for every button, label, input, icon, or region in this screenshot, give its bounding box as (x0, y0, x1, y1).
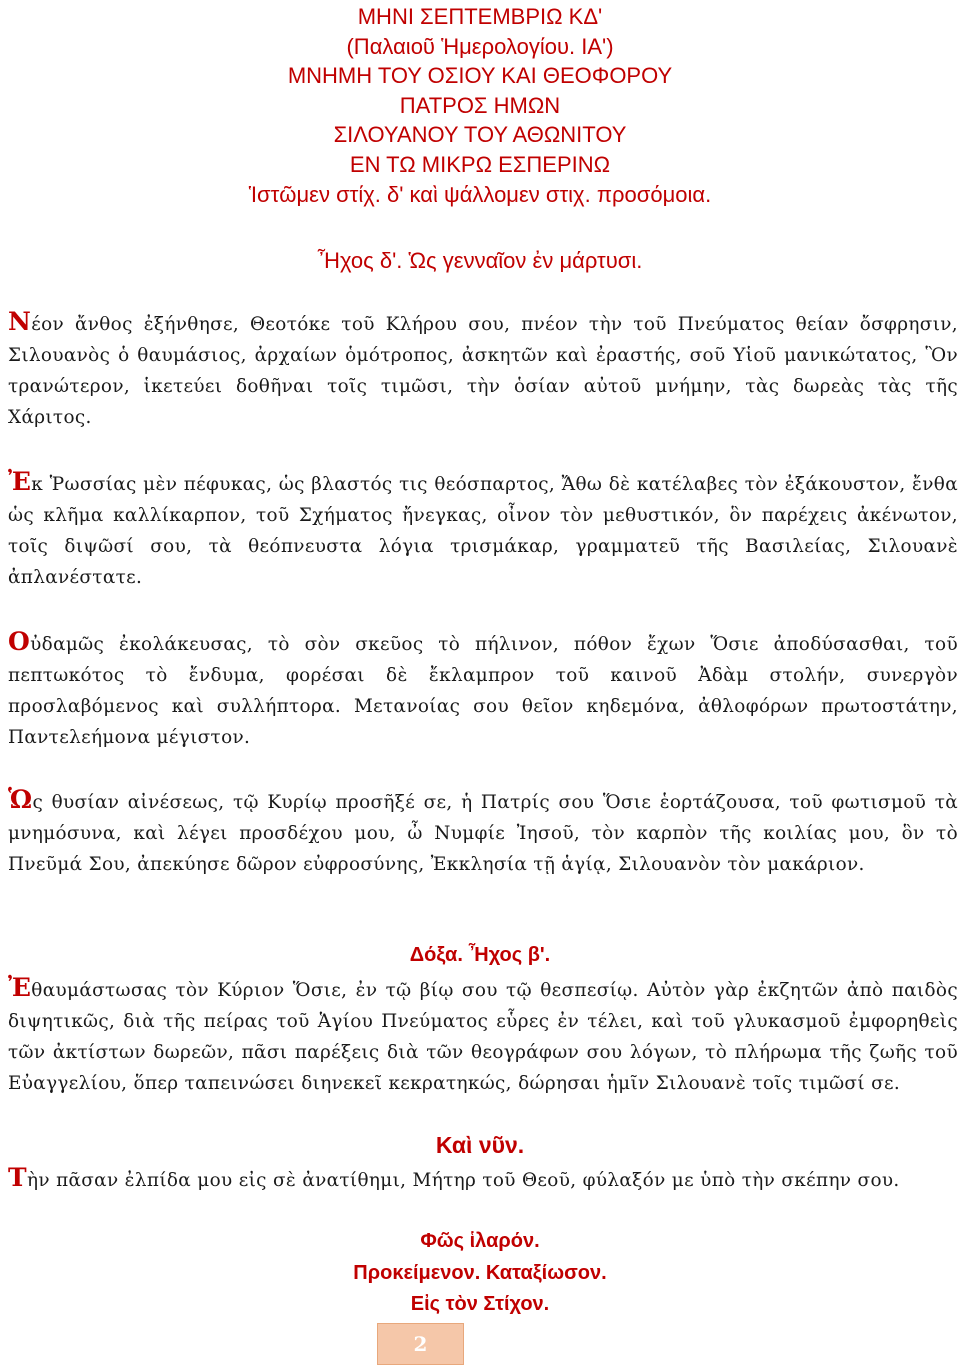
title-line: ΠΑΤΡΟΣ ΗΜΩΝ (399, 92, 561, 118)
doxastikon-text: θαυμάστωσας τὸν Κύριον Ὅσιε, ἐν τῷ βίῳ σου τῷ θεσπεσίῳ. Αὐτὸν γὰρ ἐκζητῶν ἀπὸ παιδὸς διψητικῶς, διὰ τῆς πείρας τοῦ Ἁγίου Πνεύματος εὗρες ἐν τέλει, καὶ τοῦ γλυκασμοῦ ἐμφορηθεὶς τῶν ἀκτίστων δωρεῶν, πᾶσι παρέξεις διὰ τῶν θεογράφων σου λόγων, τὸ πλήρωμα τῆς ζωῆς τοῦ Εὐαγγελίου, ὅπερ ταπεινώσει διηνεκεῖ κεκρατηκώς, δώρησαι ἡμῖν Σιλουανὲ τοῖς τιμῶσί σε. (8, 980, 958, 1094)
drop-initial: Ν (8, 307, 32, 336)
service-title (0, 2, 960, 209)
troparion-3 (8, 626, 958, 753)
troparion-4 (8, 784, 958, 880)
closing-eis-ton-stichon: Εἰς τὸν Στίχον. (410, 1293, 550, 1315)
title-line: ΜΝΗΜΗ ΤΟΥ ΟΣΙΟΥ ΚΑΙ ΘΕΟΦΟΡΟΥ (287, 63, 673, 89)
troparion-2 (8, 466, 958, 593)
theotokion-text: ὴν πᾶσαν ἐλπίδα μου εἰς σὲ ἀνατίθημι, Μήτηρ τοῦ Θεοῦ, φύλαξόν με ὑπὸ τὴν σκέπην σου. (26, 1170, 900, 1191)
doxa-heading: Δόξα. Ἦχος β'. (409, 944, 551, 966)
troparion-text: έον ἄνθος ἐξήνθησε, Θεοτόκε τοῦ Κλήρου σου, πνέον τὴν τοῦ Πνεύματος θείαν ὄσφρησιν, Σιλουανὸς ὁ θαυμάσιος, ἀρχαίων ὁμότροπος, ἀσκητῶν καὶ ἐραστής, σοῦ Υἱοῦ μανικώτατος, Ὃν τρανώτερον, ἱκετεύει δοθῆναι τοῖς τιμῶσι, τὴν ὁσίαν αὐτοῦ μνήμην, τὰς δωρεὰς τὰς τῆς Χάριτος. (8, 314, 958, 428)
title-line: ΣΙΛΟΥΑΝΟΥ ΤΟΥ ΑΘΩΝΙΤΟΥ (333, 122, 627, 148)
troparion-text: ς θυσίαν αἰνέσεως, τῷ Κυρίῳ προσῆξέ σε, ἡ Πατρίς σου Ὅσιε ἑορτάζουσα, τοῦ φωτισμοῦ τὰ μνημόσυνα, καὶ λέγει προσδέχου μου, ὦ Νυμφίε Ἰησοῦ, τὸν καρπὸν τῆς κοιλίας μου, ὃν τὸ Πνεῦμά Σου, ἀπεκύησε δῶρον εὐφροσύνης, Ἐκκλησία τῇ ἁγίᾳ, Σιλουανὸν τὸν μακάριον. (8, 792, 958, 875)
title-line: ΕΝ ΤΩ ΜΙΚΡΩ ΕΣΠΕΡΙΝΩ (349, 151, 611, 177)
drop-initial: Ἐ (8, 973, 32, 1002)
drop-initial: Ο (8, 627, 31, 656)
kai-nyn-heading: Καὶ νῦν. (435, 1132, 525, 1158)
title-line: (Παλαιοῦ Ἡμερολογίου. ΙΑ') (346, 33, 614, 59)
closing-phos-hilaron: Φῶς ἱλαρόν. (420, 1230, 540, 1252)
drop-initial: Τ (8, 1163, 27, 1192)
theotokion (8, 1162, 958, 1196)
echos-heading: Ἦχος δ'. Ὡς γενναῖον ἐν μάρτυσι. (317, 248, 643, 273)
drop-initial: Ὡ (8, 785, 33, 814)
troparion-text: ὐδαμῶς ἐκολάκευσας, τὸ σὸν σκεῦος τὸ πήλινον, πόθον ἔχων Ὅσιε ἀποδύσασθαι, τοῦ πεπτωκότος τὸ ἔνδυμα, φορέσαι δὲ ἔκλαμπρον τοῦ καινοῦ Ἀδὰμ στολήν, συνεργὸν προσλαβόμενος καὶ συλλήπτορα. Μετανοίας σου θεῖον κηδεμόνα, ἀθλοφόρων πρωτοστάτην, Παντελεήμονα μέγιστον. (8, 634, 958, 748)
doxastikon (8, 972, 958, 1099)
title-line: ΜΗΝΙ ΣΕΠΤΕΜΒΡΙΩ ΚΔ' (357, 4, 603, 29)
page-number-badge: 2 (377, 1323, 464, 1365)
closing-prokeimenon: Προκείμενον. Καταξίωσον. (353, 1262, 607, 1284)
troparion-1 (8, 306, 958, 433)
troparion-text: κ Ῥωσσίας μὲν πέφυκας, ὡς βλαστός τις θεόσπαρτος, Ἄθω δὲ κατέλαβες τὸν ἐξάκουστον, ἔνθα ὡς κλῆμα καλλίκαρπον, τοῦ Σχήματος ἤνεγκας, οἶνον τὸν μεθυστικόν, ὃν παρέχεις ἀκένωτον, τοῖς διψῶσί σου, τὰ θεόπνευστα λόγια τρισμάκαρ, γραμματεῦ τῆς Βασιλείας, Σιλουανὲ ἀπλανέστατε. (8, 474, 958, 588)
drop-initial: Ἐ (8, 467, 32, 496)
rubric-line: Ἱστῶμεν στίχ. δ' καὶ ψάλλομεν στιχ. προσόμοια. (248, 181, 712, 207)
